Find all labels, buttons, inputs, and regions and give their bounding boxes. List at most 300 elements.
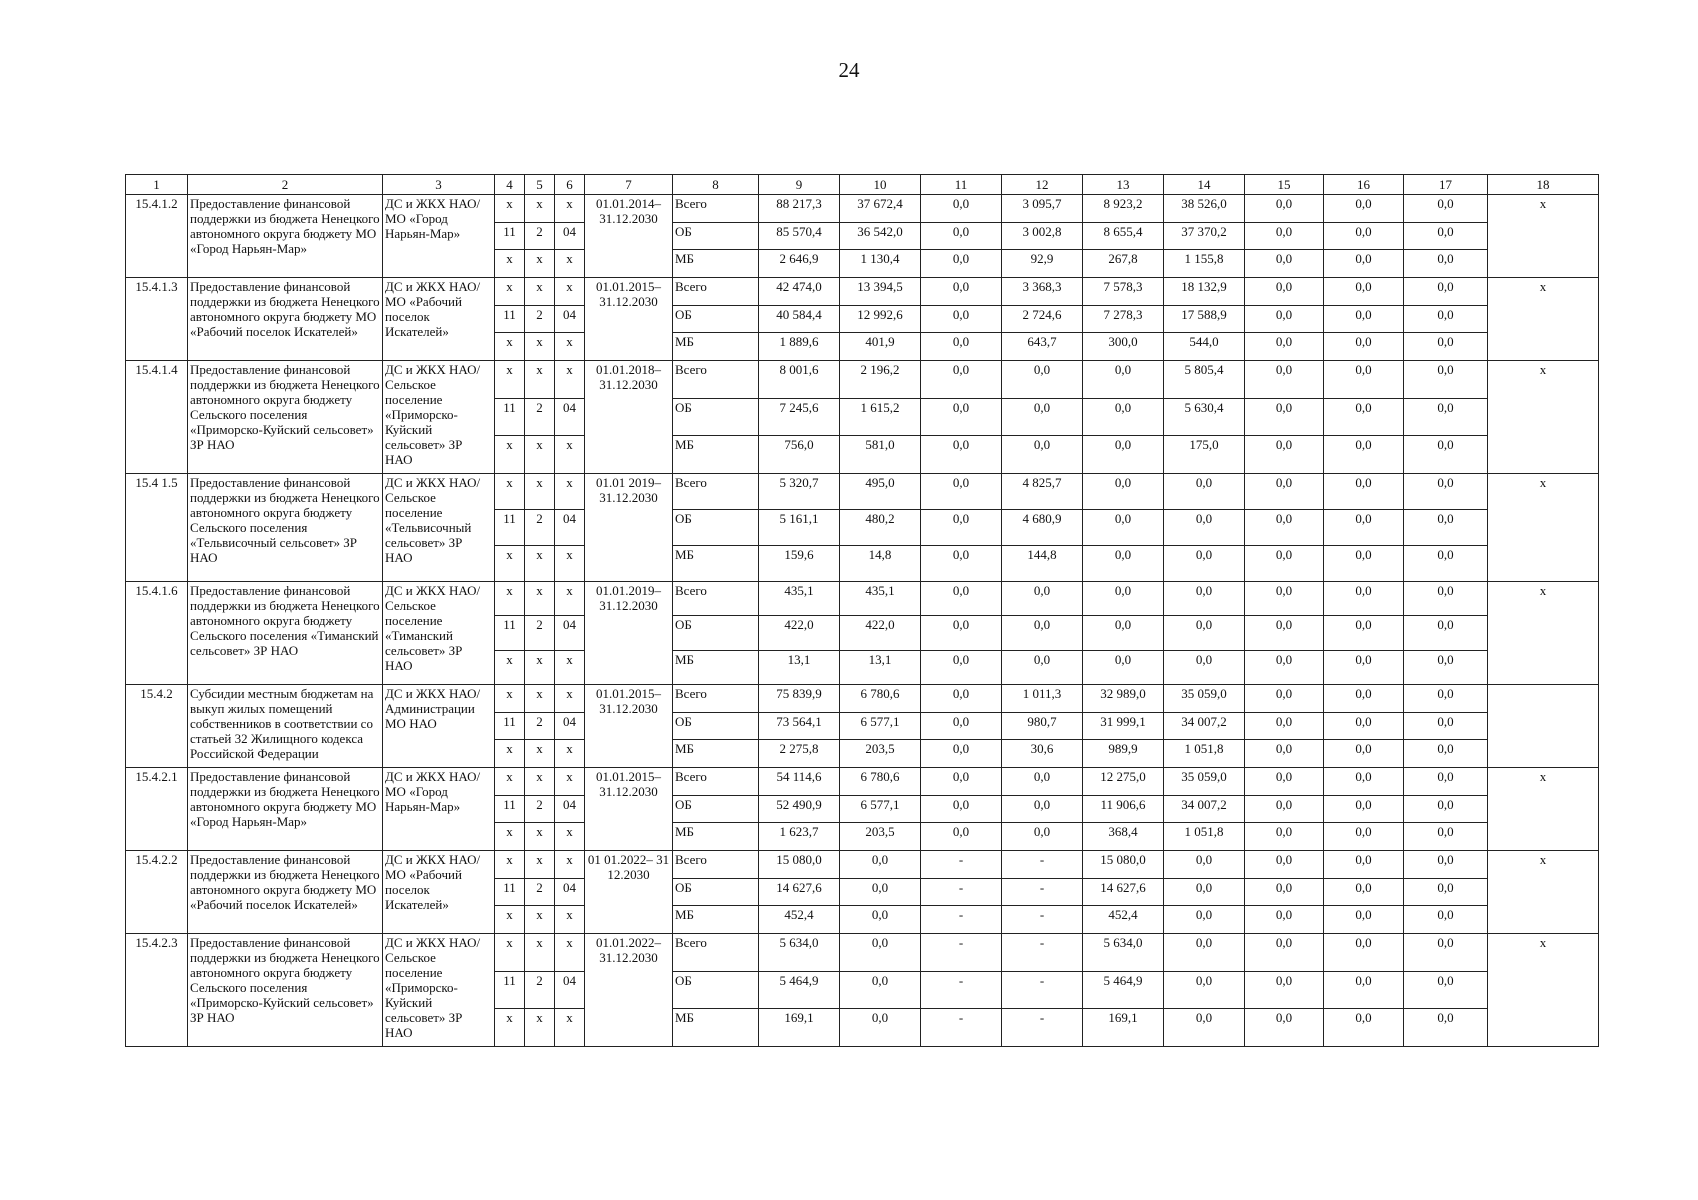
amount-col9: 14 627,6 xyxy=(759,878,840,906)
amount-col10: 435,1 xyxy=(840,582,921,616)
amount-col10: 495,0 xyxy=(840,474,921,510)
funding-source: МБ xyxy=(673,333,759,361)
cell-col6: 04 xyxy=(555,971,585,1009)
funding-source: ОБ xyxy=(673,712,759,740)
amount-col15: 0,0 xyxy=(1245,616,1324,650)
amount-col11: 0,0 xyxy=(921,795,1002,823)
cell-col5: x xyxy=(525,650,555,684)
amount-col12: 980,7 xyxy=(1002,712,1083,740)
amount-col11: 0,0 xyxy=(921,685,1002,713)
amount-col13: 8 655,4 xyxy=(1083,222,1164,250)
amount-col15: 0,0 xyxy=(1245,795,1324,823)
amount-col13: 12 275,0 xyxy=(1083,768,1164,796)
amount-col16: 0,0 xyxy=(1324,546,1404,582)
row-description: Предоставление финансовой поддержки из бюджета Ненецкого автономного округа бюджету Сельского поселения «Приморско-Куйский сельсовет» ЗР НАО xyxy=(188,361,383,474)
amount-col17: 0,0 xyxy=(1404,740,1488,768)
amount-col13: 32 989,0 xyxy=(1083,685,1164,713)
amount-col14: 0,0 xyxy=(1164,510,1245,546)
amount-col11: 0,0 xyxy=(921,616,1002,650)
cell-col6: x xyxy=(555,685,585,713)
amount-col17: 0,0 xyxy=(1404,906,1488,934)
amount-col12: 0,0 xyxy=(1002,650,1083,684)
row-period: 01.01.2015– 31.12.2030 xyxy=(585,685,673,768)
row-code: 15.4 1.5 xyxy=(126,474,188,582)
amount-col12: - xyxy=(1002,1009,1083,1047)
funding-source: ОБ xyxy=(673,795,759,823)
amount-col16: 0,0 xyxy=(1324,878,1404,906)
amount-col17: 0,0 xyxy=(1404,851,1488,879)
cell-col6: 04 xyxy=(555,222,585,250)
amount-col16: 0,0 xyxy=(1324,474,1404,510)
amount-col15: 0,0 xyxy=(1245,768,1324,796)
cell-col6: 04 xyxy=(555,510,585,546)
amount-col9: 54 114,6 xyxy=(759,768,840,796)
amount-col17: 0,0 xyxy=(1404,250,1488,278)
amount-col12: 144,8 xyxy=(1002,546,1083,582)
funding-source: МБ xyxy=(673,546,759,582)
row-period: 01.01.2015– 31.12.2030 xyxy=(585,278,673,361)
amount-col9: 13,1 xyxy=(759,650,840,684)
column-header-4: 4 xyxy=(495,175,525,195)
row-executor: ДС и ЖКХ НАО/ Сельское поселение «Тиманский сельсовет» ЗР НАО xyxy=(383,582,495,685)
amount-col11: 0,0 xyxy=(921,510,1002,546)
amount-col17: 0,0 xyxy=(1404,768,1488,796)
amount-col9: 5 161,1 xyxy=(759,510,840,546)
funding-source: Всего xyxy=(673,361,759,399)
row-period: 01.01 2019– 31.12.2030 xyxy=(585,474,673,582)
amount-col17: 0,0 xyxy=(1404,616,1488,650)
amount-col14: 35 059,0 xyxy=(1164,685,1245,713)
column-header-2: 2 xyxy=(188,175,383,195)
cell-col4: 11 xyxy=(495,795,525,823)
amount-col10: 0,0 xyxy=(840,878,921,906)
amount-col12: 0,0 xyxy=(1002,398,1083,436)
cell-col4: x xyxy=(495,685,525,713)
cell-col4: x xyxy=(495,650,525,684)
amount-col13: 14 627,6 xyxy=(1083,878,1164,906)
cell-col4: x xyxy=(495,546,525,582)
amount-col11: 0,0 xyxy=(921,823,1002,851)
cell-col4: x xyxy=(495,195,525,223)
amount-col12: 0,0 xyxy=(1002,768,1083,796)
cell-col4: 11 xyxy=(495,878,525,906)
amount-col10: 6 577,1 xyxy=(840,795,921,823)
cell-col5: 2 xyxy=(525,795,555,823)
cell-col5: 2 xyxy=(525,712,555,740)
cell-col5: 2 xyxy=(525,616,555,650)
amount-col9: 5 320,7 xyxy=(759,474,840,510)
amount-col9: 435,1 xyxy=(759,582,840,616)
amount-col11: 0,0 xyxy=(921,474,1002,510)
amount-col15: 0,0 xyxy=(1245,546,1324,582)
amount-col16: 0,0 xyxy=(1324,768,1404,796)
amount-col14: 0,0 xyxy=(1164,906,1245,934)
column-header-14: 14 xyxy=(1164,175,1245,195)
row-executor: ДС и ЖКХ НАО/ Администрации МО НАО xyxy=(383,685,495,768)
amount-col12: - xyxy=(1002,906,1083,934)
funding-source: Всего xyxy=(673,851,759,879)
amount-col10: 422,0 xyxy=(840,616,921,650)
cell-col5: 2 xyxy=(525,305,555,333)
budget-table xyxy=(125,174,1599,1047)
amount-col12: 4 825,7 xyxy=(1002,474,1083,510)
column-header-16: 16 xyxy=(1324,175,1404,195)
amount-col16: 0,0 xyxy=(1324,795,1404,823)
cell-col6: 04 xyxy=(555,305,585,333)
amount-col17: 0,0 xyxy=(1404,1009,1488,1047)
amount-col13: 267,8 xyxy=(1083,250,1164,278)
amount-col14: 5 805,4 xyxy=(1164,361,1245,399)
funding-source: Всего xyxy=(673,278,759,306)
funding-source: ОБ xyxy=(673,510,759,546)
row-executor: ДС и ЖКХ НАО/ МО «Рабочий поселок Искателей» xyxy=(383,851,495,934)
amount-col17: 0,0 xyxy=(1404,195,1488,223)
amount-col12: 3 368,3 xyxy=(1002,278,1083,306)
amount-col16: 0,0 xyxy=(1324,685,1404,713)
cell-col6: 04 xyxy=(555,616,585,650)
row-period: 01.01.2014– 31.12.2030 xyxy=(585,195,673,278)
amount-col14: 175,0 xyxy=(1164,436,1245,474)
cell-col6: 04 xyxy=(555,795,585,823)
row-code: 15.4.2 xyxy=(126,685,188,768)
amount-col15: 0,0 xyxy=(1245,1009,1324,1047)
cell-col5: x xyxy=(525,546,555,582)
amount-col12: 0,0 xyxy=(1002,616,1083,650)
amount-col16: 0,0 xyxy=(1324,436,1404,474)
amount-col9: 5 634,0 xyxy=(759,934,840,972)
amount-col15: 0,0 xyxy=(1245,361,1324,399)
amount-col14: 0,0 xyxy=(1164,616,1245,650)
amount-col15: 0,0 xyxy=(1245,250,1324,278)
amount-col10: 203,5 xyxy=(840,740,921,768)
funding-source: ОБ xyxy=(673,398,759,436)
amount-col14: 0,0 xyxy=(1164,971,1245,1009)
amount-col12: 3 002,8 xyxy=(1002,222,1083,250)
cell-col4: x xyxy=(495,361,525,399)
amount-col10: 6 577,1 xyxy=(840,712,921,740)
amount-col10: 401,9 xyxy=(840,333,921,361)
amount-col16: 0,0 xyxy=(1324,222,1404,250)
amount-col16: 0,0 xyxy=(1324,510,1404,546)
cell-col18: x xyxy=(1488,851,1599,934)
amount-col15: 0,0 xyxy=(1245,278,1324,306)
amount-col10: 480,2 xyxy=(840,510,921,546)
table-row xyxy=(126,278,1599,306)
amount-col15: 0,0 xyxy=(1245,222,1324,250)
funding-source: Всего xyxy=(673,934,759,972)
amount-col17: 0,0 xyxy=(1404,333,1488,361)
funding-source: МБ xyxy=(673,740,759,768)
row-code: 15.4.1.2 xyxy=(126,195,188,278)
amount-col13: 300,0 xyxy=(1083,333,1164,361)
table-row xyxy=(126,361,1599,399)
table-row xyxy=(126,474,1599,510)
amount-col14: 0,0 xyxy=(1164,474,1245,510)
amount-col9: 85 570,4 xyxy=(759,222,840,250)
amount-col17: 0,0 xyxy=(1404,510,1488,546)
row-period: 01 01.2022– 31 12.2030 xyxy=(585,851,673,934)
amount-col17: 0,0 xyxy=(1404,650,1488,684)
row-executor: ДС и ЖКХ НАО/ Сельское поселение «Тельвисочный сельсовет» ЗР НАО xyxy=(383,474,495,582)
amount-col15: 0,0 xyxy=(1245,740,1324,768)
funding-source: Всего xyxy=(673,582,759,616)
amount-col16: 0,0 xyxy=(1324,305,1404,333)
cell-col5: 2 xyxy=(525,971,555,1009)
funding-source: ОБ xyxy=(673,305,759,333)
row-description: Предоставление финансовой поддержки из бюджета Ненецкого автономного округа бюджету МО «Рабочий поселок Искателей» xyxy=(188,851,383,934)
amount-col9: 15 080,0 xyxy=(759,851,840,879)
amount-col12: 1 011,3 xyxy=(1002,685,1083,713)
amount-col16: 0,0 xyxy=(1324,250,1404,278)
amount-col16: 0,0 xyxy=(1324,1009,1404,1047)
row-description: Предоставление финансовой поддержки из бюджета Ненецкого автономного округа бюджету Сельского поселения «Приморско-Куйский сельсовет» ЗР НАО xyxy=(188,934,383,1047)
cell-col6: x xyxy=(555,474,585,510)
amount-col12: 0,0 xyxy=(1002,361,1083,399)
column-header-18: 18 xyxy=(1488,175,1599,195)
row-period: 01.01.2018– 31.12.2030 xyxy=(585,361,673,474)
cell-col4: 11 xyxy=(495,971,525,1009)
row-executor: ДС и ЖКХ НАО/ Сельское поселение «Приморско-Куйский сельсовет» ЗР НАО xyxy=(383,934,495,1047)
amount-col12: 4 680,9 xyxy=(1002,510,1083,546)
cell-col4: 11 xyxy=(495,398,525,436)
cell-col5: x xyxy=(525,906,555,934)
row-code: 15.4.1.3 xyxy=(126,278,188,361)
amount-col12: 92,9 xyxy=(1002,250,1083,278)
amount-col13: 7 578,3 xyxy=(1083,278,1164,306)
amount-col10: 0,0 xyxy=(840,851,921,879)
cell-col6: x xyxy=(555,195,585,223)
amount-col9: 52 490,9 xyxy=(759,795,840,823)
cell-col4: x xyxy=(495,278,525,306)
row-code: 15.4.2.2 xyxy=(126,851,188,934)
amount-col16: 0,0 xyxy=(1324,712,1404,740)
amount-col13: 0,0 xyxy=(1083,616,1164,650)
cell-col4: x xyxy=(495,768,525,796)
cell-col6: x xyxy=(555,768,585,796)
cell-col5: x xyxy=(525,582,555,616)
funding-source: ОБ xyxy=(673,222,759,250)
amount-col11: - xyxy=(921,906,1002,934)
row-period: 01.01.2022– 31.12.2030 xyxy=(585,934,673,1047)
funding-source: ОБ xyxy=(673,971,759,1009)
amount-col17: 0,0 xyxy=(1404,546,1488,582)
cell-col4: x xyxy=(495,474,525,510)
amount-col10: 6 780,6 xyxy=(840,685,921,713)
amount-col17: 0,0 xyxy=(1404,934,1488,972)
table-row xyxy=(126,768,1599,796)
amount-col13: 0,0 xyxy=(1083,474,1164,510)
row-period: 01.01.2015– 31.12.2030 xyxy=(585,768,673,851)
row-period: 01.01.2019– 31.12.2030 xyxy=(585,582,673,685)
amount-col14: 1 051,8 xyxy=(1164,740,1245,768)
amount-col9: 422,0 xyxy=(759,616,840,650)
amount-col10: 6 780,6 xyxy=(840,768,921,796)
amount-col16: 0,0 xyxy=(1324,278,1404,306)
amount-col17: 0,0 xyxy=(1404,305,1488,333)
amount-col11: 0,0 xyxy=(921,222,1002,250)
amount-col13: 169,1 xyxy=(1083,1009,1164,1047)
table-row xyxy=(126,934,1599,972)
column-header-6: 6 xyxy=(555,175,585,195)
cell-col18: x xyxy=(1488,195,1599,278)
amount-col17: 0,0 xyxy=(1404,474,1488,510)
amount-col10: 13,1 xyxy=(840,650,921,684)
cell-col5: x xyxy=(525,768,555,796)
cell-col18: x xyxy=(1488,474,1599,582)
amount-col15: 0,0 xyxy=(1245,685,1324,713)
cell-col4: x xyxy=(495,906,525,934)
amount-col14: 0,0 xyxy=(1164,546,1245,582)
amount-col10: 1 130,4 xyxy=(840,250,921,278)
amount-col9: 169,1 xyxy=(759,1009,840,1047)
amount-col10: 203,5 xyxy=(840,823,921,851)
row-description: Предоставление финансовой поддержки из бюджета Ненецкого автономного округа бюджету Сельского поселения «Тиманский сельсовет» ЗР НАО xyxy=(188,582,383,685)
row-executor: ДС и ЖКХ НАО/ МО «Город Нарьян-Мар» xyxy=(383,195,495,278)
amount-col15: 0,0 xyxy=(1245,971,1324,1009)
amount-col12: 2 724,6 xyxy=(1002,305,1083,333)
amount-col14: 0,0 xyxy=(1164,650,1245,684)
amount-col16: 0,0 xyxy=(1324,650,1404,684)
amount-col14: 1 155,8 xyxy=(1164,250,1245,278)
column-header-12: 12 xyxy=(1002,175,1083,195)
cell-col4: x xyxy=(495,823,525,851)
cell-col4: 11 xyxy=(495,712,525,740)
column-header-3: 3 xyxy=(383,175,495,195)
cell-col5: x xyxy=(525,195,555,223)
amount-col13: 0,0 xyxy=(1083,361,1164,399)
amount-col9: 1 623,7 xyxy=(759,823,840,851)
amount-col12: 30,6 xyxy=(1002,740,1083,768)
amount-col12: 0,0 xyxy=(1002,436,1083,474)
cell-col6: x xyxy=(555,740,585,768)
amount-col15: 0,0 xyxy=(1245,712,1324,740)
amount-col10: 0,0 xyxy=(840,1009,921,1047)
cell-col5: x xyxy=(525,934,555,972)
amount-col11: 0,0 xyxy=(921,361,1002,399)
row-executor: ДС и ЖКХ НАО/ МО «Город Нарьян-Мар» xyxy=(383,768,495,851)
row-description: Предоставление финансовой поддержки из бюджета Ненецкого автономного округа бюджету МО «Рабочий поселок Искателей» xyxy=(188,278,383,361)
amount-col11: 0,0 xyxy=(921,650,1002,684)
column-header-17: 17 xyxy=(1404,175,1488,195)
column-header-8: 8 xyxy=(673,175,759,195)
table-row xyxy=(126,582,1599,616)
amount-col16: 0,0 xyxy=(1324,616,1404,650)
amount-col14: 17 588,9 xyxy=(1164,305,1245,333)
cell-col18: x xyxy=(1488,278,1599,361)
cell-col5: x xyxy=(525,250,555,278)
cell-col4: 11 xyxy=(495,510,525,546)
funding-source: Всего xyxy=(673,474,759,510)
amount-col11: - xyxy=(921,1009,1002,1047)
amount-col17: 0,0 xyxy=(1404,685,1488,713)
column-number-row xyxy=(126,175,1599,195)
amount-col13: 368,4 xyxy=(1083,823,1164,851)
row-description: Предоставление финансовой поддержки из бюджета Ненецкого автономного округа бюджету МО «Город Нарьян-Мар» xyxy=(188,195,383,278)
amount-col14: 0,0 xyxy=(1164,582,1245,616)
funding-source: МБ xyxy=(673,436,759,474)
amount-col11: 0,0 xyxy=(921,582,1002,616)
amount-col13: 0,0 xyxy=(1083,546,1164,582)
amount-col12: - xyxy=(1002,971,1083,1009)
amount-col15: 0,0 xyxy=(1245,650,1324,684)
amount-col9: 8 001,6 xyxy=(759,361,840,399)
funding-source: МБ xyxy=(673,650,759,684)
cell-col6: 04 xyxy=(555,398,585,436)
column-header-1: 1 xyxy=(126,175,188,195)
amount-col11: 0,0 xyxy=(921,712,1002,740)
funding-source: ОБ xyxy=(673,878,759,906)
cell-col6: x xyxy=(555,582,585,616)
amount-col10: 12 992,6 xyxy=(840,305,921,333)
cell-col6: x xyxy=(555,436,585,474)
cell-col5: x xyxy=(525,823,555,851)
amount-col15: 0,0 xyxy=(1245,195,1324,223)
row-code: 15.4.1.4 xyxy=(126,361,188,474)
amount-col17: 0,0 xyxy=(1404,436,1488,474)
amount-col16: 0,0 xyxy=(1324,740,1404,768)
cell-col6: x xyxy=(555,823,585,851)
amount-col17: 0,0 xyxy=(1404,971,1488,1009)
cell-col5: 2 xyxy=(525,398,555,436)
amount-col16: 0,0 xyxy=(1324,195,1404,223)
amount-col10: 0,0 xyxy=(840,906,921,934)
amount-col17: 0,0 xyxy=(1404,712,1488,740)
amount-col14: 35 059,0 xyxy=(1164,768,1245,796)
amount-col15: 0,0 xyxy=(1245,436,1324,474)
cell-col4: x xyxy=(495,582,525,616)
amount-col11: 0,0 xyxy=(921,768,1002,796)
amount-col12: - xyxy=(1002,851,1083,879)
cell-col4: x xyxy=(495,333,525,361)
amount-col11: 0,0 xyxy=(921,546,1002,582)
cell-col18: x xyxy=(1488,582,1599,685)
cell-col5: 2 xyxy=(525,222,555,250)
amount-col14: 1 051,8 xyxy=(1164,823,1245,851)
cell-col4: x xyxy=(495,934,525,972)
amount-col17: 0,0 xyxy=(1404,795,1488,823)
cell-col6: x xyxy=(555,333,585,361)
amount-col14: 38 526,0 xyxy=(1164,195,1245,223)
cell-col18: x xyxy=(1488,768,1599,851)
cell-col6: 04 xyxy=(555,878,585,906)
amount-col9: 88 217,3 xyxy=(759,195,840,223)
amount-col16: 0,0 xyxy=(1324,398,1404,436)
amount-col10: 36 542,0 xyxy=(840,222,921,250)
funding-source: Всего xyxy=(673,195,759,223)
amount-col9: 73 564,1 xyxy=(759,712,840,740)
column-header-9: 9 xyxy=(759,175,840,195)
amount-col14: 34 007,2 xyxy=(1164,712,1245,740)
cell-col4: 11 xyxy=(495,222,525,250)
amount-col10: 1 615,2 xyxy=(840,398,921,436)
amount-col9: 7 245,6 xyxy=(759,398,840,436)
amount-col12: 3 095,7 xyxy=(1002,195,1083,223)
row-executor: ДС и ЖКХ НАО/ МО «Рабочий поселок Искателей» xyxy=(383,278,495,361)
row-description: Предоставление финансовой поддержки из бюджета Ненецкого автономного округа бюджету Сельского поселения «Тельвисочный сельсовет» ЗР НАО xyxy=(188,474,383,582)
amount-col17: 0,0 xyxy=(1404,823,1488,851)
cell-col6: 04 xyxy=(555,712,585,740)
table-row xyxy=(126,851,1599,879)
funding-source: МБ xyxy=(673,906,759,934)
amount-col13: 452,4 xyxy=(1083,906,1164,934)
amount-col11: - xyxy=(921,971,1002,1009)
amount-col13: 0,0 xyxy=(1083,582,1164,616)
amount-col11: 0,0 xyxy=(921,333,1002,361)
column-header-11: 11 xyxy=(921,175,1002,195)
amount-col13: 15 080,0 xyxy=(1083,851,1164,879)
amount-col13: 989,9 xyxy=(1083,740,1164,768)
funding-source: Всего xyxy=(673,768,759,796)
